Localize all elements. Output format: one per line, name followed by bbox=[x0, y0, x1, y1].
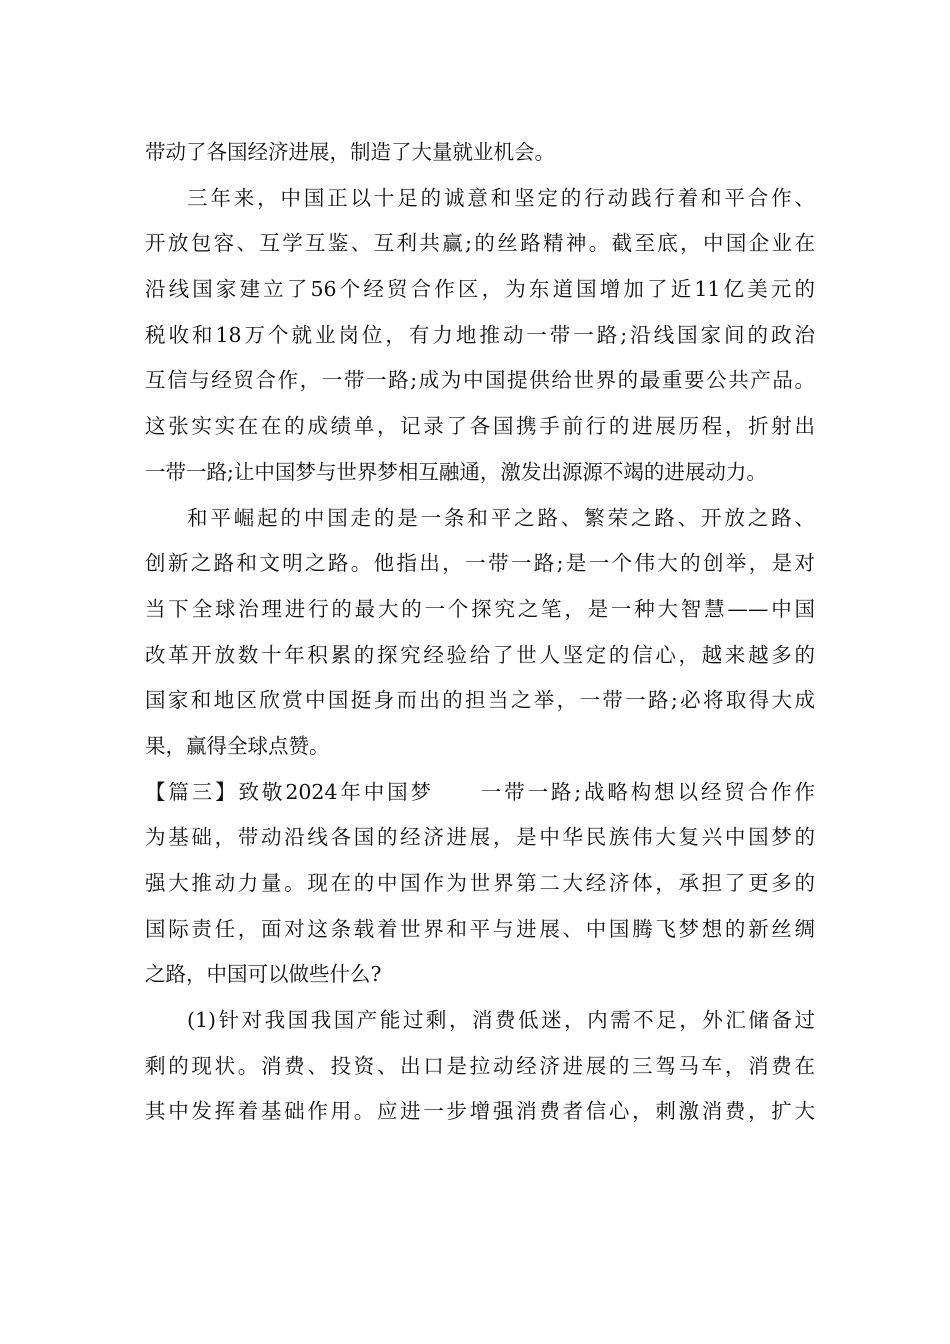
text-line: 当下全球治理进行的最大的一个探究之笔，是一种大智慧——中国 bbox=[145, 596, 815, 621]
text-line: 一带一路;让中国梦与世界梦相互融通，激发出源源不竭的进展动力。 bbox=[145, 459, 767, 484]
text-line: 开放包容、互学互鉴、互利共赢;的丝路精神。截至底，中国企业在 bbox=[145, 231, 815, 256]
text-line: 税收和18万个就业岗位，有力地推动一带一路;沿线国家间的政治 bbox=[145, 322, 815, 347]
text-line: 果，赢得全球点赞。 bbox=[145, 733, 330, 758]
text-line: 国际责任，面对这条载着世界和平与进展、中国腾飞梦想的新丝绸 bbox=[145, 916, 815, 941]
text-line: 三年来，中国正以十足的诚意和坚定的行动践行着和平合作、 bbox=[187, 185, 815, 210]
document-body bbox=[145, 130, 815, 1135]
text-line: 改革开放数十年积累的探究经验给了世人坚定的信心，越来越多的 bbox=[145, 642, 815, 667]
text-line: 剩的现状。消费、投资、出口是拉动经济进展的三驾马车，消费在 bbox=[145, 1053, 815, 1078]
text-line: 强大推动力量。现在的中国作为世界第二大经济体，承担了更多的 bbox=[145, 871, 815, 895]
text-line: 互信与经贸合作，一带一路;成为中国提供给世界的最重要公共产品。 bbox=[145, 368, 815, 393]
text-line: 之路，中国可以做些什么? bbox=[145, 962, 382, 987]
text-line: (1)针对我国我国产能过剩，消费低迷，内需不足，外汇储备过 bbox=[187, 1008, 815, 1033]
text-line: 创新之路和文明之路。他指出，一带一路;是一个伟大的创举，是对 bbox=[145, 551, 815, 576]
text-line: 为基础，带动沿线各国的经济进展，是中华民族伟大复兴中国梦的 bbox=[145, 825, 815, 850]
text-line: 【篇三】致敬2024年中国梦 一带一路;战略构想以经贸合作作 bbox=[145, 779, 815, 804]
text-line: 国家和地区欣赏中国挺身而出的担当之举，一带一路;必将取得大成 bbox=[145, 688, 815, 713]
text-line: 其中发挥着基础作用。应进一步增强消费者信心，刺激消费，扩大 bbox=[145, 1099, 815, 1124]
text-line: 带动了各国经济进展，制造了大量就业机会。 bbox=[145, 140, 555, 164]
text-line: 这张实实在在的成绩单，记录了各国携手前行的进展历程，折射出 bbox=[145, 414, 815, 439]
text-line: 沿线国家建立了56个经贸合作区，为东道国增加了近11亿美元的 bbox=[145, 277, 815, 302]
text-line: 和平崛起的中国走的是一条和平之路、繁荣之路、开放之路、 bbox=[187, 505, 815, 530]
